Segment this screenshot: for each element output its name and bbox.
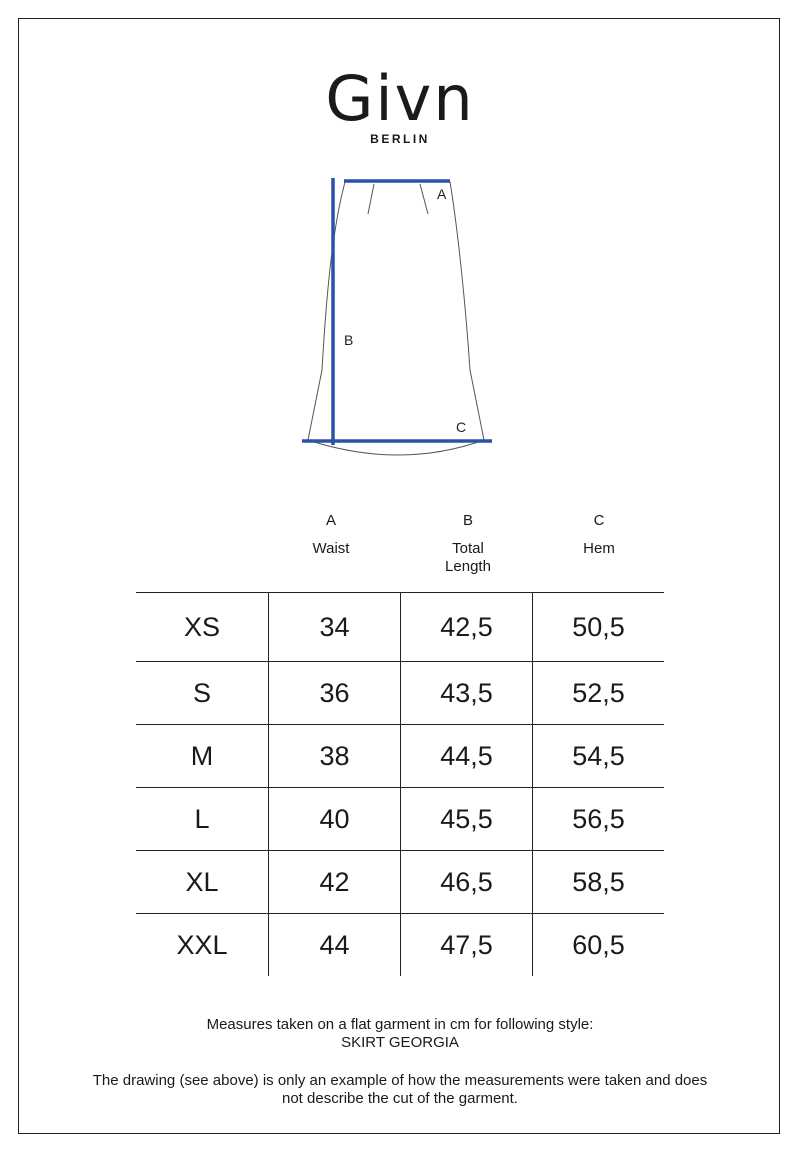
- length-cell: 43,5: [400, 662, 532, 724]
- style-name: SKIRT GEORGIA: [341, 1034, 459, 1051]
- header-waist: [264, 512, 398, 558]
- waist-cell: 34: [268, 593, 400, 661]
- header-hem-label: Hem: [583, 540, 615, 557]
- header-hem: [532, 512, 666, 558]
- waist-cell: 40: [268, 788, 400, 850]
- skirt-drawing: [290, 170, 510, 470]
- measure-label-b: B: [344, 332, 354, 348]
- measure-label-c: C: [456, 419, 467, 435]
- table-row: [136, 913, 664, 976]
- waist-cell: 42: [268, 851, 400, 913]
- disclaimer-line-2: not describe the cut of the garment.: [282, 1090, 518, 1107]
- brand-city: BERLIN: [370, 132, 430, 146]
- skirt-pleat-right: [420, 184, 428, 214]
- length-cell: 42,5: [400, 593, 532, 661]
- size-cell: XS: [183, 611, 221, 642]
- brand-logo: Givn: [325, 62, 475, 135]
- size-cell: XL: [185, 866, 219, 897]
- header-waist-label: Waist: [312, 540, 350, 557]
- table-row: [136, 661, 664, 724]
- measure-note: Measures taken on a flat garment in cm for following style:: [206, 1016, 594, 1033]
- table-row: [136, 787, 664, 850]
- header-waist-letter: A: [325, 512, 336, 529]
- header-hem-letter: C: [593, 512, 605, 529]
- length-cell: 45,5: [400, 788, 532, 850]
- table-row: [136, 724, 664, 787]
- length-cell: 46,5: [400, 851, 532, 913]
- measure-label-a: A: [437, 186, 447, 202]
- length-cell: 44,5: [400, 725, 532, 787]
- table-row: [136, 592, 664, 661]
- size-table: [136, 592, 664, 976]
- table-row: [136, 850, 664, 913]
- waist-cell: 44: [268, 914, 400, 976]
- waist-cell: 36: [268, 662, 400, 724]
- hem-cell: 58,5: [532, 851, 664, 913]
- length-cell: 47,5: [400, 914, 532, 976]
- size-cell: L: [194, 803, 210, 834]
- skirt-pleat-left: [368, 184, 374, 214]
- hem-cell: 54,5: [532, 725, 664, 787]
- header-length-label-2: Length: [445, 558, 491, 575]
- size-cell: M: [190, 740, 214, 771]
- size-cell: S: [192, 677, 211, 708]
- waist-cell: 38: [268, 725, 400, 787]
- hem-cell: 52,5: [532, 662, 664, 724]
- header-length: [401, 512, 535, 576]
- disclaimer-line-1: The drawing (see above) is only an example of how the measurements were taken and does: [92, 1072, 708, 1089]
- hem-cell: 60,5: [532, 914, 664, 976]
- header-length-label-1: Total: [452, 540, 484, 557]
- hem-cell: 50,5: [532, 593, 664, 661]
- size-cell: XXL: [176, 929, 228, 960]
- header-length-letter: B: [462, 512, 473, 529]
- hem-cell: 56,5: [532, 788, 664, 850]
